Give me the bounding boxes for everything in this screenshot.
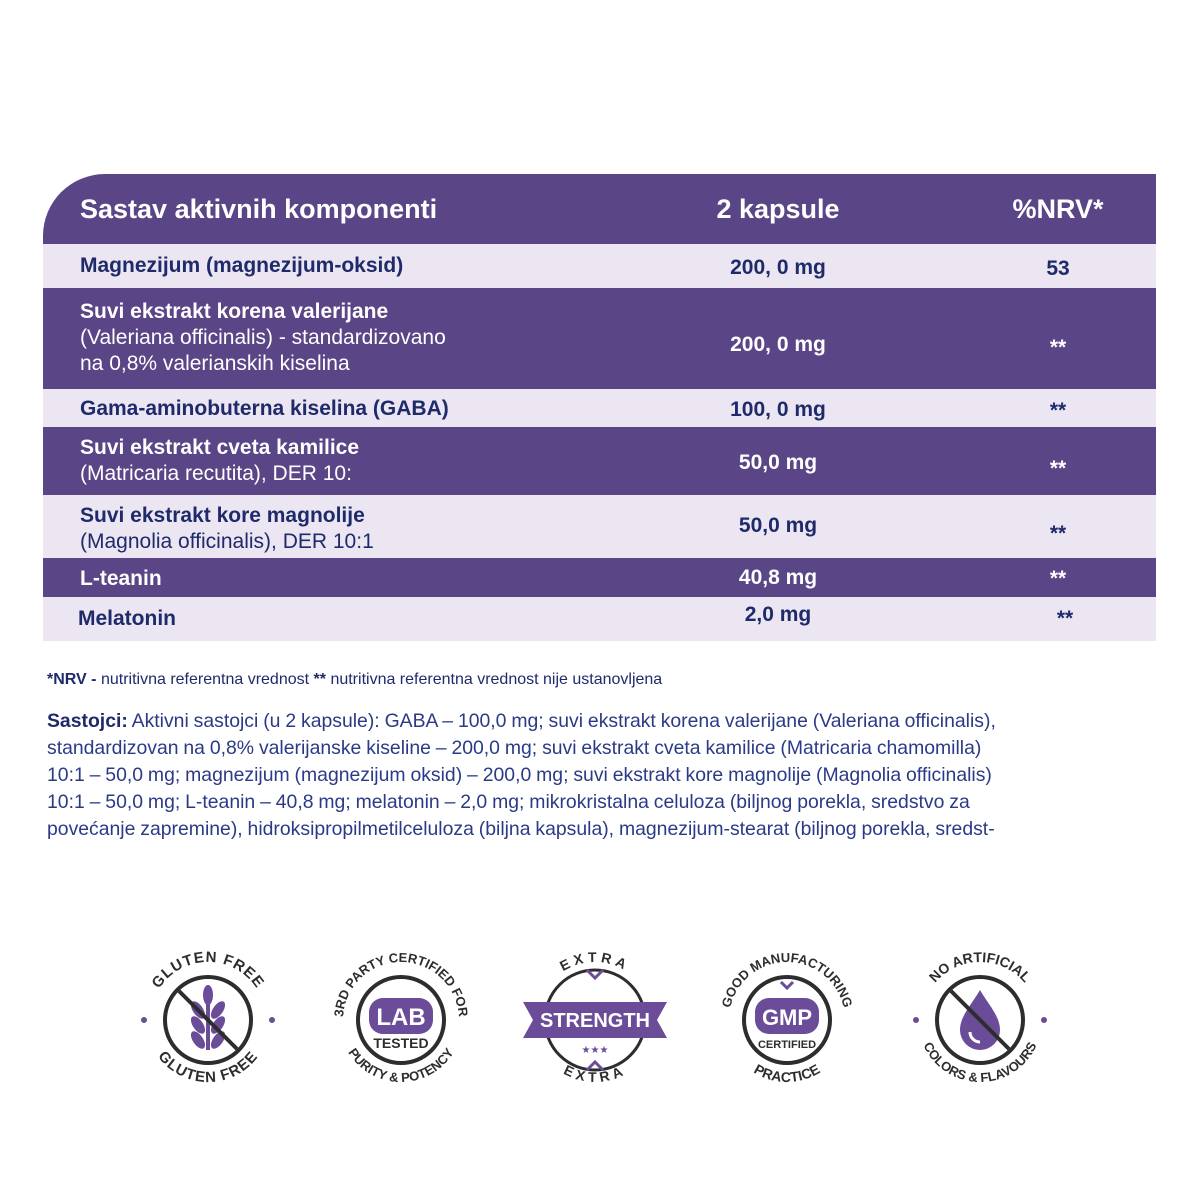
badge-top-text: 3RD PARTY CERTIFIED FOR xyxy=(331,949,472,1018)
table-row xyxy=(43,288,1156,389)
nutrition-table xyxy=(43,174,1156,641)
no-artificial-badge xyxy=(900,940,1060,1100)
ingredients-label: Sastojci: xyxy=(47,710,128,732)
row-amount: 200, 0 mg xyxy=(730,333,826,356)
badge-bottom-text: PRACTICE xyxy=(751,1060,823,1086)
row-name: Melatonin xyxy=(78,607,176,630)
row-sub: (Valeriana officinalis) - standardizovano xyxy=(80,326,446,349)
badge-stars: ★★★ xyxy=(581,1045,609,1056)
row-nrv: ** xyxy=(1049,336,1067,359)
row-name: Gama-aminobuterna kiselina (GABA) xyxy=(80,397,449,420)
badge-bottom-text: GLUTEN FREE xyxy=(154,1047,262,1087)
row-amount: 50,0 mg xyxy=(738,514,818,537)
badge-main-text: STRENGTH xyxy=(540,1010,650,1032)
ingredients-line: standardizovan na 0,8% valerijanske kiseline – 200,0 mg; suvi ekstrakt cveta kamilice (Matricaria chamomilla) xyxy=(47,737,982,759)
extra-strength-badge xyxy=(515,940,675,1100)
table-header xyxy=(43,174,1156,244)
header-component: Sastav aktivnih komponenti xyxy=(80,194,438,224)
stars-key: ** xyxy=(313,671,326,688)
row-name: Suvi ekstrakt kore magnolije xyxy=(80,504,365,527)
row-amount: 40,8 mg xyxy=(738,566,818,589)
ingredients-line: 10:1 – 50,0 mg; L-teanin – 40,8 mg; melatonin – 2,0 mg; mikrokristalna celuloza (biljnog porekla, sredstvo za xyxy=(47,791,970,813)
gmp-badge xyxy=(707,940,867,1100)
row-nrv: 53 xyxy=(1046,257,1070,280)
gluten-free-badge xyxy=(128,940,288,1100)
lab-tested-badge xyxy=(321,940,481,1100)
row-amount: 2,0 mg xyxy=(744,603,812,626)
row-sub: (Matricaria recutita), DER 10: xyxy=(80,462,352,485)
badge-top-text: GLUTEN FREE xyxy=(148,948,268,992)
row-sub: (Magnolia officinalis), DER 10:1 xyxy=(80,530,374,553)
row-nrv: ** xyxy=(1049,399,1067,422)
row-nrv: ** xyxy=(1049,457,1067,480)
badge-bottom-text: COLORS & FLAVOURS xyxy=(920,1039,1040,1086)
badge-sub-text: CERTIFIED xyxy=(757,1039,817,1051)
row-name: L-teanin xyxy=(80,567,162,590)
row-nrv: ** xyxy=(1056,607,1074,630)
header-nrv: %NRV* xyxy=(1012,194,1104,224)
ingredients-line: Aktivni sastojci (u 2 kapsule): GABA – 100,0 mg; suvi ekstrakt korena valerijane (Valeriana officinalis), xyxy=(131,710,996,732)
row-nrv: ** xyxy=(1049,567,1067,590)
certification-badges xyxy=(0,940,1200,1100)
stars-text: nutritivna referentna vrednost nije ustanovljena xyxy=(330,671,663,688)
table-row xyxy=(43,427,1156,495)
badge-bottom-text: PURITY & POTENCY xyxy=(345,1045,457,1086)
ingredients-text xyxy=(47,708,1162,843)
row-nrv: ** xyxy=(1049,522,1067,545)
row-name: Magnezijum (magnezijum-oksid) xyxy=(80,254,404,277)
row-amount: 100, 0 mg xyxy=(730,398,826,421)
row-amount: 200, 0 mg xyxy=(730,256,826,279)
svg-text:GLUTEN FREE xyxy=(155,1048,262,1086)
table-row xyxy=(43,389,1156,427)
badge-top-text: EXTRA xyxy=(557,948,633,974)
svg-text:NO ARTIFICIAL xyxy=(926,949,1035,986)
badge-bottom-text: EXTRA xyxy=(561,1061,629,1086)
ingredients-line: povećanje zapremine), hidroksipropilmetilceluloza (biljna kapsula), magnezijum-stearat (biljnog porekla, sredst- xyxy=(47,818,995,840)
nrv-footnote xyxy=(47,671,662,689)
header-amount: 2 kapsule xyxy=(716,194,840,224)
badge-main-text: LAB xyxy=(376,1004,426,1031)
row-sub: na 0,8% valerianskih kiselina xyxy=(80,352,350,375)
table-row xyxy=(43,244,1156,288)
ingredients-line: 10:1 – 50,0 mg; magnezijum (magnezijum oksid) – 200,0 mg; suvi ekstrakt kore magnolije (Magnolia officinalis) xyxy=(47,764,992,786)
row-amount: 50,0 mg xyxy=(738,451,818,474)
badge-main-text: GMP xyxy=(761,1005,813,1030)
row-name: Suvi ekstrakt cveta kamilice xyxy=(80,436,360,459)
badge-top-text: NO ARTIFICIAL xyxy=(925,948,1035,986)
row-name: Suvi ekstrakt korena valerijane xyxy=(80,300,389,323)
table-row xyxy=(43,558,1156,597)
svg-text:PURITY & POTENCY xyxy=(345,1045,456,1085)
table-row xyxy=(43,495,1156,558)
badge-top-text: GOOD MANUFACTURING xyxy=(718,949,856,1010)
nrv-text: nutritivna referentna vrednost xyxy=(100,671,310,688)
badge-sub-text: TESTED xyxy=(373,1035,429,1051)
table-row xyxy=(43,597,1156,641)
nrv-key: *NRV - xyxy=(47,671,97,688)
